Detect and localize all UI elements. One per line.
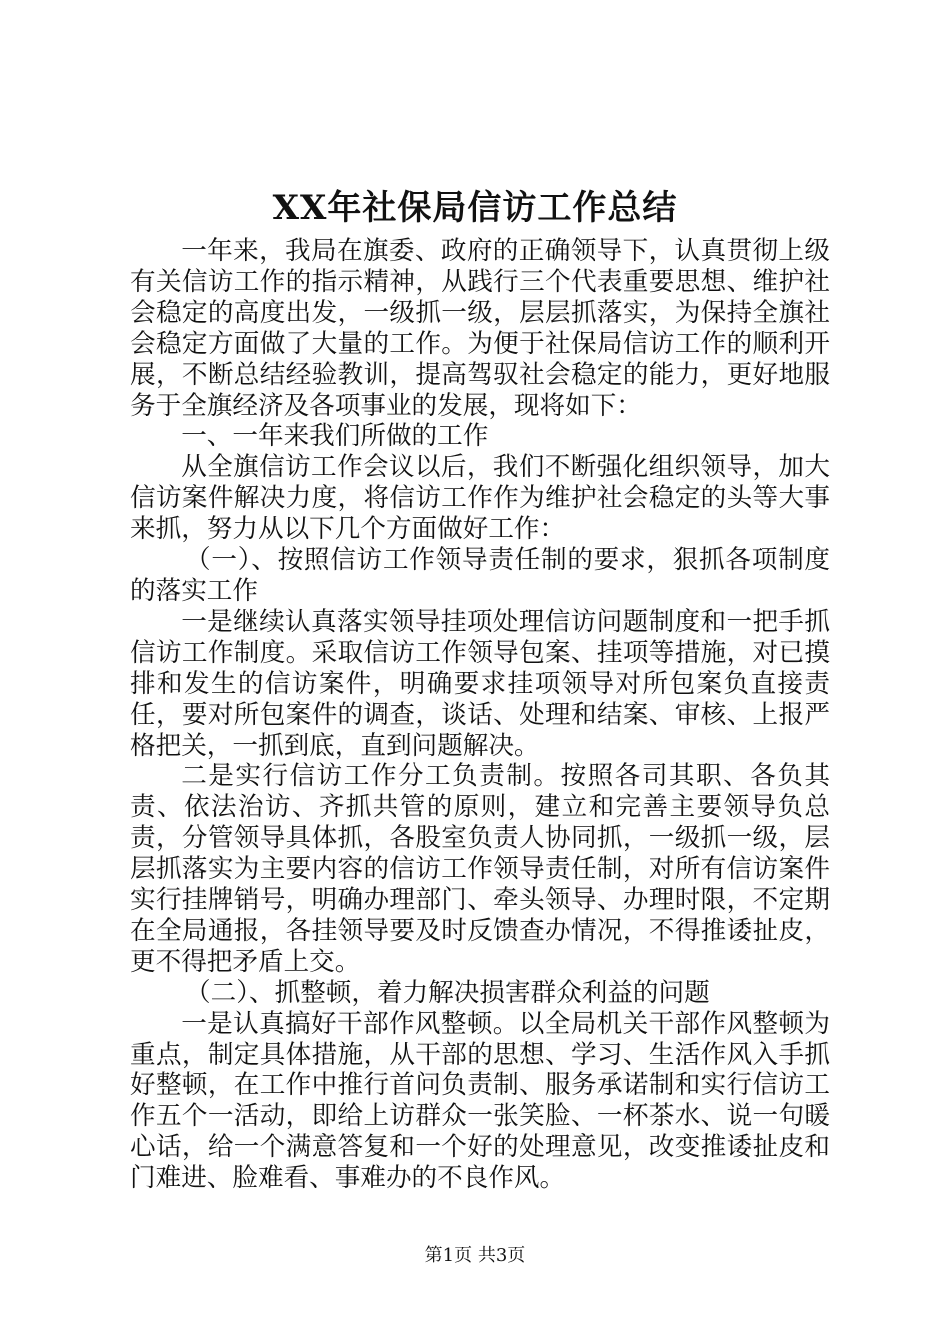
subsection-heading-2: （二）、抓整顿，着力解决损害群众利益的问题 <box>185 977 710 1008</box>
page-footer: 第1页 共3页 <box>424 1245 526 1266</box>
subsection-heading-1: （一）、按照信访工作领导责任制的要求，狠抓各项制度的落实工作 <box>130 545 830 606</box>
section-heading-1: 一、一年来我们所做的工作 <box>181 421 489 452</box>
paragraph-intro: 一年来，我局在旗委、政府的正确领导下，认真贯彻上级有关信访工作的指示精神，从践行三个代表重要思想、维护社会稳定的高度出发，一级抓一级，层层抓落实，为保持全旗社会稳定方面做了大量的工作。为便于社保局信访工作的顺利开展，不断总结经验教训，提高驾驭社会稳定的能力，更好地服务于全旗经济及各项事业的发展，现将如下： <box>130 236 830 421</box>
paragraph-item-1: 一是继续认真落实领导挂项处理信访问题制度和一把手抓信访工作制度。采取信访工作领导包案、挂项等措施，对已摸排和发生的信访案件，明确要求挂项领导对所包案负直接责任，要对所包案件的调查，谈话、处理和结案、审核、上报严格把关，一抓到底，直到问题解决。 <box>130 606 830 761</box>
paragraph-overview: 从全旗信访工作会议以后，我们不断强化组织领导，加大信访案件解决力度，将信访工作作为维护社会稳定的头等大事来抓，努力从以下几个方面做好工作： <box>130 452 830 545</box>
paragraph-item-3: 一是认真搞好干部作风整顿。以全局机关干部作风整顿为重点，制定具体措施，从干部的思想、学习、生活作风入手抓好整顿，在工作中推行首问负责制、服务承诺制和实行信访工作五个一活动，即给上访群众一张笑脸、一杯茶水、说一句暖心话，给一个满意答复和一个好的处理意见，改变推诿扯皮和门难进、脸难看、事难办的不良作风。 <box>130 1008 830 1194</box>
document-body <box>130 236 830 1194</box>
paragraph-item-2: 二是实行信访工作分工负责制。按照各司其职、各负其责、依法治访、齐抓共管的原则，建立和完善主要领导负总责，分管领导具体抓，各股室负责人协同抓，一级抓一级，层层抓落实为主要内容的信访工作领导责任制，对所有信访案件实行挂牌销号，明确办理部门、牵头领导、办理时限，不定期在全局通报，各挂领导要及时反馈查办情况，不得推诿扯皮，更不得把矛盾上交。 <box>130 761 830 977</box>
document-title: XX年社保局信访工作总结 <box>272 188 678 228</box>
